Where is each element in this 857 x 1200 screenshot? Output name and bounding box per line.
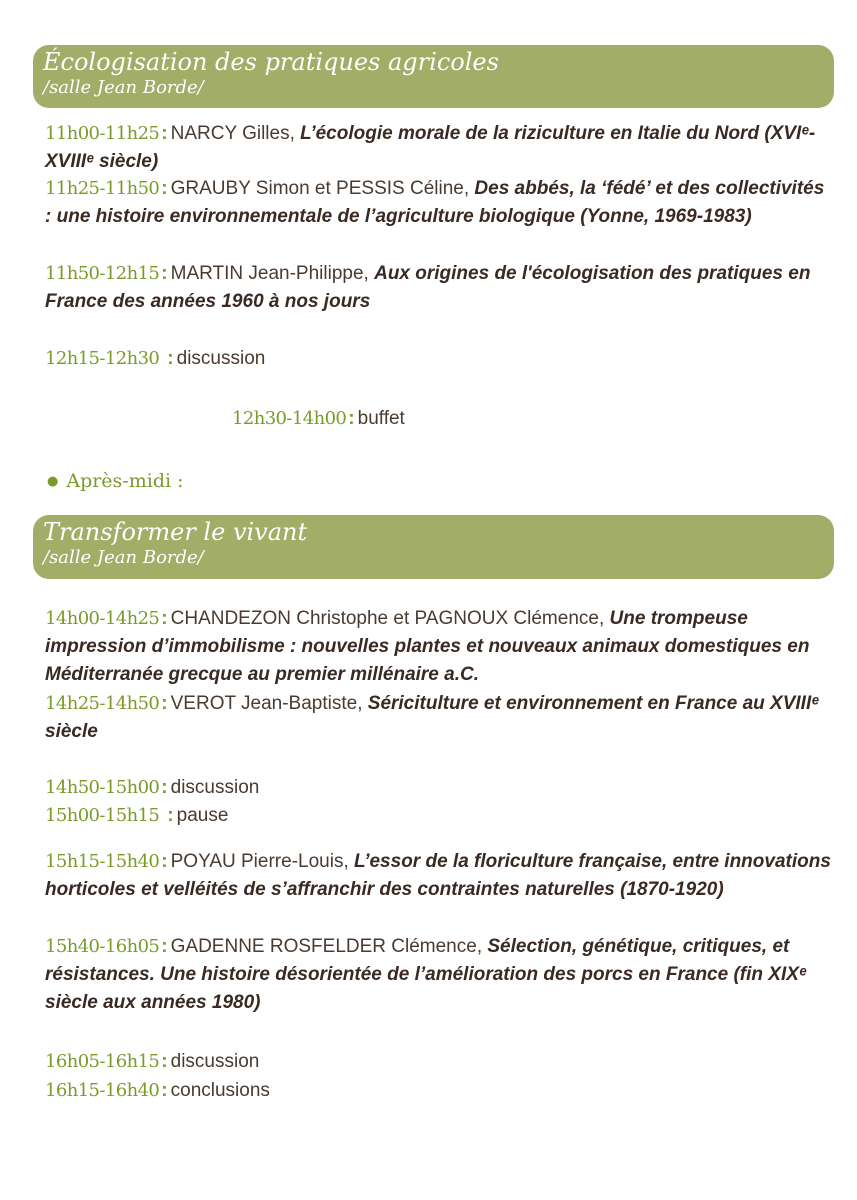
talk-time: 14h00-14h25 — [45, 608, 160, 629]
talk-entry: 11h50-12h15 : MARTIN Jean-Philippe, Aux origines de l'écologisation des pratiques en France des années 1960 à nos jours — [45, 263, 811, 312]
discussion-time: 12h15-12h30 — [45, 348, 160, 369]
discussion-label: discussion — [176, 348, 266, 369]
session-banner-afternoon — [33, 515, 834, 579]
talk-title: Séricitulture et environnement en France au XVIIIᵉ siècle — [45, 693, 819, 742]
talk-authors: CHANDEZON Christophe et PAGNOUX Clémence, — [170, 608, 605, 629]
conclusions-label: conclusions — [170, 1080, 270, 1101]
talk-entry: 14h25-14h50 : VEROT Jean-Baptiste, Séricitulture et environnement en France au XVIIIᵉ siècle — [45, 693, 819, 742]
talk-title: Une trompeuse impression d’immobilisme : nouvelles plantes et nouveaux animaux domestiques en Méditerranée grecque au premier millénaire a.C. — [45, 608, 810, 685]
talk-title: L’écologie morale de la riziculture en Italie du Nord (XVIᵉ-XVIIIᵉ siècle) — [45, 123, 816, 172]
session-room: /salle Jean Borde/ — [43, 547, 204, 568]
pause-entry: 15h00-15h15 : pause — [45, 805, 229, 826]
discussion-time: 14h50-15h00 — [45, 777, 160, 798]
talk-time: 11h25-11h50 — [45, 178, 160, 199]
talk-entry: 15h15-15h40 : POYAU Pierre-Louis, L’essor de la floriculture française, entre innovations horticoles et velléités de s’affranchir des contraintes naturelles (1870-1920) — [45, 851, 831, 900]
discussion-entry: 16h05-16h15 : discussion — [45, 1051, 260, 1072]
afternoon-heading: ● Après-midi : — [47, 470, 184, 492]
talk-title: Sélection, génétique, critiques, et résistances. Une histoire désorientée de l’amélioration des porcs en France (fin XIXᵉ siècle aux années 1980) — [45, 936, 807, 1013]
conclusions-time: 16h15-16h40 — [45, 1080, 160, 1101]
talk-time: 15h40-16h05 — [45, 936, 160, 957]
talk-entry: 15h40-16h05 : GADENNE ROSFELDER Clémence, Sélection, génétique, critiques, et résistances. Une histoire désorientée de l’amélioration des porcs en France (fin XIXᵉ siècle aux années 1980) — [45, 936, 807, 1013]
talk-entry: 11h25-11h50 : GRAUBY Simon et PESSIS Céline, Des abbés, la ‘fédé’ et des collectivités : une histoire environnementale de l’agriculture biologique (Yonne, 1969-1983) — [45, 178, 825, 227]
talk-title: Des abbés, la ‘fédé’ et des collectivités : une histoire environnementale de l’agriculture biologique (Yonne, 1969-1983) — [45, 178, 825, 227]
session-banner-morning — [33, 45, 834, 108]
talk-title: Aux origines de l'écologisation des pratiques en France des années 1960 à nos jours — [45, 263, 811, 312]
discussion-entry: 14h50-15h00 : discussion — [45, 777, 260, 798]
talk-time: 15h15-15h40 — [45, 851, 160, 872]
pause-time: 15h00-15h15 — [45, 805, 160, 826]
session-room: /salle Jean Borde/ — [43, 77, 204, 98]
talk-time: 11h00-11h25 — [45, 123, 160, 144]
pause-label: pause — [176, 805, 229, 826]
talk-title: L’essor de la floriculture française, entre innovations horticoles et velléités de s’affranchir des contraintes naturelles (1870-1920) — [45, 851, 831, 900]
session-title: Transformer le vivant — [43, 518, 308, 546]
talk-time: 11h50-12h15 — [45, 263, 160, 284]
discussion-label: discussion — [170, 1051, 260, 1072]
talk-authors: GADENNE ROSFELDER Clémence, — [170, 936, 483, 957]
bullet-icon: ● — [47, 474, 59, 489]
buffet-entry: 12h30-14h00 : buffet — [232, 408, 405, 429]
talk-authors: VEROT Jean-Baptiste, — [170, 693, 363, 714]
talk-authors: POYAU Pierre-Louis, — [170, 851, 349, 872]
discussion-entry: 12h15-12h30 : discussion — [45, 348, 266, 369]
talk-authors: GRAUBY Simon et PESSIS Céline, — [170, 178, 470, 199]
talk-authors: NARCY Gilles, — [170, 123, 295, 144]
talk-entry: 14h00-14h25 : CHANDEZON Christophe et PAGNOUX Clémence, Une trompeuse impression d’immobilisme : nouvelles plantes et nouveaux animaux domestiques en Méditerranée grecque au premier millénaire a.C. — [45, 608, 810, 685]
buffet-label: buffet — [357, 408, 405, 429]
talk-entry: 11h00-11h25 : NARCY Gilles, L’écologie morale de la riziculture en Italie du Nord (XVIᵉ-XVIIIᵉ siècle) — [45, 123, 816, 172]
discussion-label: discussion — [170, 777, 260, 798]
talk-time: 14h25-14h50 — [45, 693, 160, 714]
talk-authors: MARTIN Jean-Philippe, — [170, 263, 369, 284]
discussion-time: 16h05-16h15 — [45, 1051, 160, 1072]
session-title: Écologisation des pratiques agricoles — [43, 48, 499, 76]
buffet-time: 12h30-14h00 — [232, 408, 347, 429]
conclusions-entry: 16h15-16h40 : conclusions — [45, 1080, 270, 1101]
